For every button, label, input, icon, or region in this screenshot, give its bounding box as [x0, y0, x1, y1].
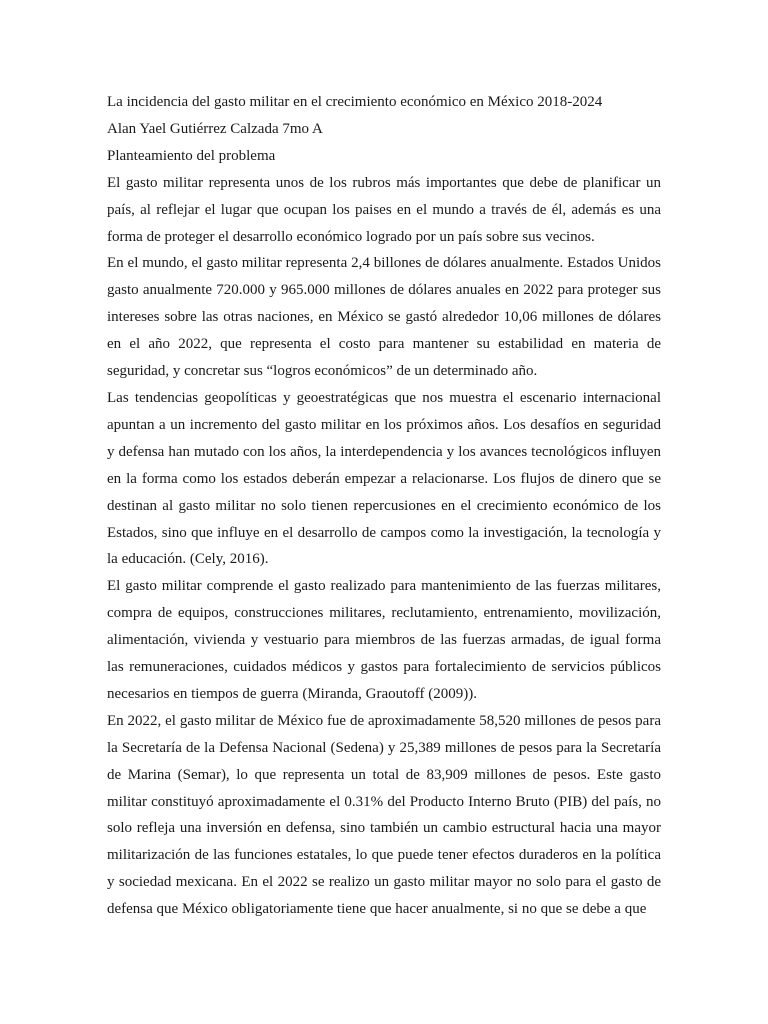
document-author: Alan Yael Gutiérrez Calzada 7mo A — [107, 120, 323, 137]
paragraph-1: El gasto militar representa unos de los rubros más importantes que debe de planificar un país, al reflejar el lugar que ocupan los paises en el mundo a través de él, además es una forma de proteger el desarrollo económico logrado por un país sobre sus vecinos. — [107, 174, 661, 245]
document-title: La incidencia del gasto militar en el crecimiento económico en México 2018-2024 — [107, 94, 603, 110]
paragraph-5: En 2022, el gasto militar de México fue de aproximadamente 58,520 millones de pesos para la Secretaría de la Defensa Nacional (Sedena) y 25,389 millones de pesos para la Secretaría de Marina (Semar), lo que representa un total de 83,909 millones de pesos. Este gasto militar constituyó aproximadamente el 0.31% del Producto Interno Bruto (PIB) del país, no solo refleja una inversión en defensa, sino también un cambio estructural hacia una mayor militarización de las funciones estatales, lo que puede tener efectos duraderos en la política y sociedad mexicana. En el 2022 se realizo un gasto militar mayor no solo para el gasto de defensa que México obligatoriamente tiene que hacer anualmente, si no que se debe a que — [107, 712, 661, 918]
document-body — [107, 89, 661, 923]
paragraph-4: El gasto militar comprende el gasto realizado para mantenimiento de las fuerzas militares, compra de equipos, construcciones militares, reclutamiento, entrenamiento, movilización, alimentación, vivienda y vestuario para miembros de las fuerzas armadas, de igual forma las remuneraciones, cuidados médicos y gastos para fortalecimiento de servicios públicos necesarios en tiempos de guerra (Miranda, Graoutoff (2009)). — [107, 578, 661, 702]
paragraph-3: Las tendencias geopolíticas y geoestratégicas que nos muestra el escenario internacional apuntan a un incremento del gasto militar en los próximos años. Los desafíos en seguridad y defensa han mutado con los años, la interdependencia y los avances tecnológicos influyen en la forma como los estados deberán empezar a relacionarse. Los flujos de dinero que se destinan al gasto militar no solo tienen repercusiones en el crecimiento económico de los Estados, sino que influye en el desarrollo de campos como la investigación, la tecnología y la educación. (Cely, 2016). — [107, 389, 661, 568]
section-heading: Planteamiento del problema — [107, 147, 276, 164]
paragraph-2: En el mundo, el gasto militar representa 2,4 billones de dólares anualmente. Estados Unidos gasto anualmente 720.000 y 965.000 millones de dólares anuales en 2022 para proteger sus intereses sobre las otras naciones, en México se gastó alrededor 10,06 millones de dólares en el año 2022, que representa el costo para mantener su estabilidad en materia de seguridad, y concretar sus “logros económicos” de un determinado año. — [107, 255, 661, 380]
